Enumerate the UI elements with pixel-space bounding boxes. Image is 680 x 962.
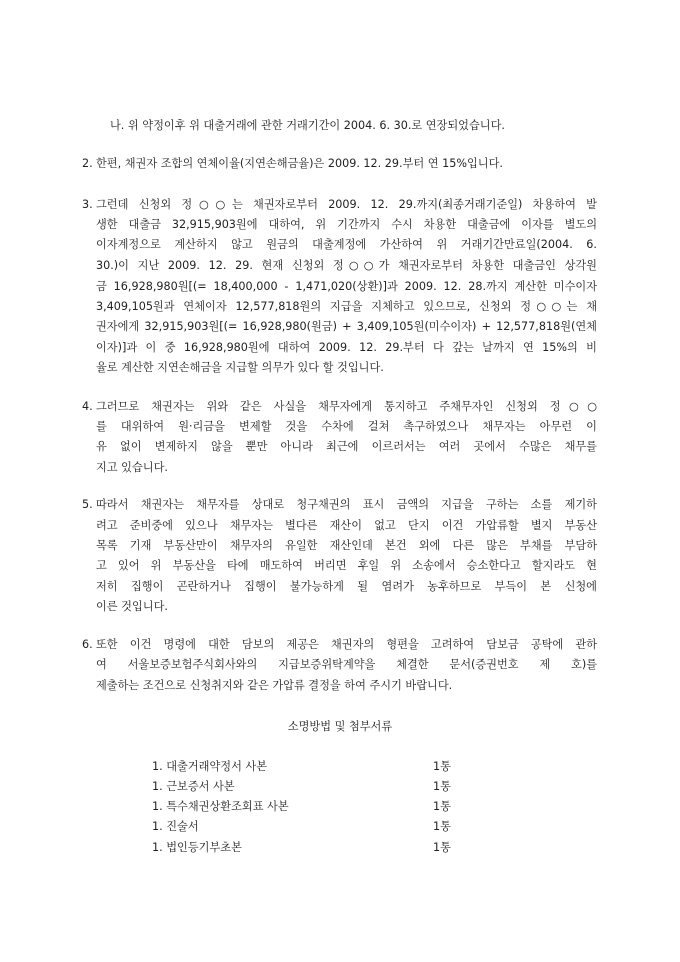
paragraph-4-line: 그러므로 채권자는 위와 같은 사실을 채무자에게 통지하고 주채무자인 신청외 정○○ xyxy=(96,400,597,413)
paragraph-6-line: 여 서울보증보험주식회사와의 지급보증위탁계약을 체결한 문서(증권번호 제 호)를 xyxy=(96,658,597,671)
attachment-item-qty: 1통 xyxy=(433,820,451,833)
paragraph-5-line: 려고 준비중에 있으나 채무자는 별다른 재산이 없고 단지 이건 가압류할 별지 부동산 xyxy=(96,519,597,532)
paragraph-4-line: 를 대위하여 원·리금을 변제할 것을 수차에 걸쳐 촉구하였으나 채무자는 아무런 이 xyxy=(96,420,597,433)
paragraph-3-line: 금 16,928,980원[(= 18,400,000 - 1,471,020(상환)]과 2009. 12. 28.까지 계산한 미수이자 xyxy=(96,280,597,293)
paragraph-4-number: 4. xyxy=(82,400,93,413)
paragraph-5-line: 이른 것입니다. xyxy=(96,600,168,613)
paragraph-4-line: 지고 있습니다. xyxy=(96,461,168,474)
paragraph-3-line: 율로 계산한 지연손해금을 지급할 의무가 있다 할 것입니다. xyxy=(96,361,384,374)
paragraph-3-line: 30.)이 지난 2009. 12. 29. 현재 신청외 정○○가 채권자로부터 차용한 대출금인 상각원 xyxy=(96,259,597,272)
attachment-item-name: 1. 근보증서 사본 xyxy=(152,780,235,793)
paragraph-na-line: 나. 위 약정이후 위 대출거래에 관한 거래기간이 2004. 6. 30.로 연장되었습니다. xyxy=(110,119,505,132)
paragraph-6-line: 제출하는 조건으로 신청취지와 같은 가압류 결정을 하여 주시기 바랍니다. xyxy=(96,679,453,692)
attachment-item-name: 1. 진술서 xyxy=(152,820,199,833)
paragraph-3-line: 권자에게 32,915,903원[(= 16,928,980(원금) + 3,409,105원(미수이자) + 12,577,818원(연체 xyxy=(96,320,597,333)
paragraph-3-line: 생한 대출금 32,915,903원에 대하여, 위 기간까지 수시 차용한 대출금에 이자를 별도의 xyxy=(96,218,597,231)
paragraph-3-line: 3,409,105원과 연체이자 12,577,818원의 지급을 지체하고 있으므로, 신청외 정○○는 채 xyxy=(96,300,597,313)
paragraph-6-number: 6. xyxy=(82,638,93,651)
attachment-item-qty: 1통 xyxy=(433,760,451,773)
paragraph-5-line: 따라서 채권자는 채무자를 상대로 청구채권의 표시 금액의 지급을 구하는 소를 제기하 xyxy=(96,498,597,511)
attachments-title: 소명방법 및 첨부서류 xyxy=(287,720,393,733)
paragraph-3-number: 3. xyxy=(82,198,93,211)
paragraph-5-line: 목록 기재 부동산만이 채무자의 유일한 재산인데 본건 외에 다른 많은 부채를 부담하 xyxy=(96,539,597,552)
attachment-item-name: 1. 대출거래약정서 사본 xyxy=(152,760,268,773)
attachment-item-name: 1. 법인등기부초본 xyxy=(152,841,242,854)
paragraph-3-line: 그런데 신청외 정○○는 채권자로부터 2009. 12. 29.까지(최종거래기준일) 차용하여 발 xyxy=(96,198,597,211)
attachment-item-name: 1. 특수채권상환조회표 사본 xyxy=(152,800,289,813)
paragraph-5-line: 저히 집행이 곤란하거나 집행이 불가능하게 될 염려가 농후하므로 부득이 본 신청에 xyxy=(96,580,597,593)
paragraph-3-line: 이자계정으로 계산하지 않고 원금의 대출계정에 가산하여 위 거래기간만료일(2004. 6. xyxy=(96,238,597,251)
paragraph-3-line: 이자)]과 이 중 16,928,980원에 대하여 2009. 12. 29.부터 다 갚는 날까지 연 15%의 비 xyxy=(96,341,597,354)
paragraph-5-line: 고 있어 위 부동산을 타에 매도하여 버리면 후일 위 소송에서 승소한다고 할지라도 현 xyxy=(96,559,597,572)
attachment-item-qty: 1통 xyxy=(433,780,451,793)
attachment-item-qty: 1통 xyxy=(433,841,451,854)
paragraph-2-line: 한편, 채권자 조합의 연체이율(지연손해금율)은 2009. 12. 29.부터 연 15%입니다. xyxy=(96,157,503,170)
paragraph-5-number: 5. xyxy=(82,498,93,511)
paragraph-2-number: 2. xyxy=(82,157,93,170)
paragraph-6-line: 또한 이건 명령에 대한 담보의 제공은 채권자의 형편을 고려하여 담보금 공탁에 관하 xyxy=(96,638,597,651)
paragraph-4-line: 유 없이 변제하지 않을 뿐만 아니라 최근에 이르러서는 여러 곳에서 수많은 채무를 xyxy=(96,440,597,453)
attachment-item-qty: 1통 xyxy=(433,800,451,813)
